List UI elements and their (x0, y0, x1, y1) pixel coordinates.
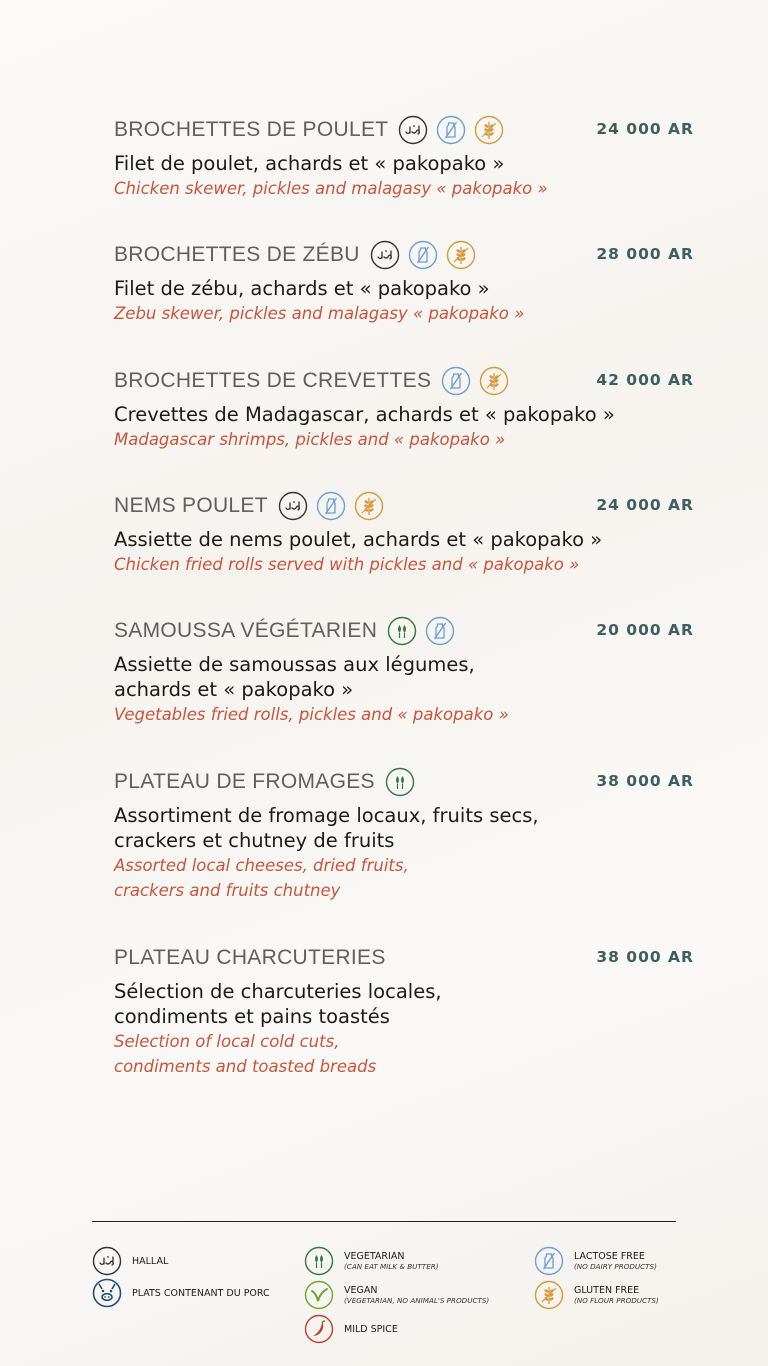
item-title: PLATEAU DE FROMAGES (114, 770, 375, 793)
item-description-en: Zebu skewer, pickles and malagasy « pakopako » (114, 304, 525, 323)
legend-label: HALLAL (132, 1255, 169, 1267)
item-price: 28 000 AR (596, 245, 694, 263)
vegetarian-icon (304, 1246, 334, 1276)
item-description-en: Madagascar shrimps, pickles and « pakopako » (114, 430, 506, 449)
item-description-fr: Filet de zébu, achards et « pakopako » (114, 277, 490, 300)
pork-icon (92, 1278, 122, 1308)
item-title: PLATEAU CHARCUTERIES (114, 946, 386, 969)
lactose-free-icon (316, 491, 346, 521)
item-description-en: Vegetables fried rolls, pickles and « pakopako » (114, 705, 509, 724)
menu-item-nems-poulet (114, 490, 694, 577)
legend-sub: (NO FLOUR PRODUCTS) (574, 1296, 659, 1305)
lactose-free-icon (436, 115, 466, 145)
halal-icon (398, 115, 428, 145)
item-price: 42 000 AR (596, 371, 694, 389)
legend-gluten-free (534, 1280, 659, 1310)
item-description-en: Assorted local cheeses, dried fruits, crackers and fruits chutney (114, 856, 409, 900)
menu-item-brochettes-poulet (114, 114, 694, 201)
item-description-fr: Crevettes de Madagascar, achards et « pakopako » (114, 403, 615, 426)
vegan-icon (304, 1280, 334, 1310)
lactose-free-icon (534, 1246, 564, 1276)
item-description-fr: Assortiment de fromage locaux, fruits secs, crackers et chutney de fruits (114, 804, 539, 852)
item-description-en: Selection of local cold cuts, condiments and toasted breads (114, 1032, 377, 1076)
item-price: 38 000 AR (596, 948, 694, 966)
gluten-free-icon (534, 1280, 564, 1310)
item-description-fr: Assiette de nems poulet, achards et « pakopako » (114, 528, 603, 551)
item-title: BROCHETTES DE ZÉBU (114, 243, 360, 266)
item-description-en: Chicken fried rolls served with pickles and « pakopako » (114, 555, 580, 574)
legend-divider (92, 1221, 676, 1222)
item-price: 24 000 AR (596, 496, 694, 514)
lactose-free-icon (425, 616, 455, 646)
item-icons (278, 491, 392, 521)
legend-sub: (VEGETARIAN, NO ANIMAL'S PRODUCTS) (344, 1296, 490, 1305)
item-description-en: Chicken skewer, pickles and malagasy « pakopako » (114, 179, 548, 198)
menu-item-brochettes-zebu (114, 239, 694, 326)
item-icons (441, 366, 517, 396)
menu-item-samoussa-vegetarien (114, 615, 694, 727)
item-title: NEMS POULET (114, 494, 268, 517)
item-icons (398, 115, 512, 145)
item-icons (385, 767, 423, 797)
legend-label: LACTOSE FREE (574, 1251, 645, 1262)
item-title: BROCHETTES DE POULET (114, 118, 389, 141)
item-price: 38 000 AR (596, 772, 694, 790)
item-icons (387, 616, 463, 646)
legend-spice (304, 1314, 398, 1344)
legend-label: VEGETARIAN (344, 1251, 405, 1262)
vegetarian-icon (385, 767, 415, 797)
menu-item-brochettes-crevettes (114, 365, 694, 452)
legend-pork (92, 1278, 270, 1308)
item-price: 20 000 AR (596, 621, 694, 639)
lactose-free-icon (441, 366, 471, 396)
legend-label: VEGAN (344, 1285, 378, 1296)
spice-icon (304, 1314, 334, 1344)
halal-icon (92, 1246, 122, 1276)
halal-icon (370, 240, 400, 270)
vegetarian-icon (387, 616, 417, 646)
item-icons (370, 240, 484, 270)
legend-lactose-free (534, 1246, 657, 1276)
gluten-free-icon (446, 240, 476, 270)
legend-vegan (304, 1280, 489, 1310)
item-title: BROCHETTES DE CREVETTES (114, 369, 432, 392)
legend-halal (92, 1246, 168, 1276)
legend-vegetarian (304, 1246, 439, 1276)
menu-item-plateau-fromages (114, 766, 694, 903)
menu-item-plateau-charcuteries (114, 942, 694, 1079)
halal-icon (278, 491, 308, 521)
item-description-fr: Assiette de samoussas aux légumes, achards et « pakopako » (114, 653, 475, 701)
item-description-fr: Filet de poulet, achards et « pakopako » (114, 152, 505, 175)
legend-label: PLATS CONTENANT DU PORC (132, 1287, 270, 1299)
gluten-free-icon (354, 491, 384, 521)
legend-sub: (NO DAIRY PRODUCTS) (574, 1262, 657, 1271)
gluten-free-icon (479, 366, 509, 396)
item-price: 24 000 AR (596, 120, 694, 138)
legend-label: MILD SPICE (344, 1323, 398, 1335)
legend-label: GLUTEN FREE (574, 1285, 640, 1296)
lactose-free-icon (408, 240, 438, 270)
legend-sub: (CAN EAT MILK & BUTTER) (344, 1262, 439, 1271)
item-description-fr: Sélection de charcuteries locales, condiments et pains toastés (114, 980, 442, 1028)
item-title: SAMOUSSA VÉGÉTARIEN (114, 619, 378, 642)
gluten-free-icon (474, 115, 504, 145)
